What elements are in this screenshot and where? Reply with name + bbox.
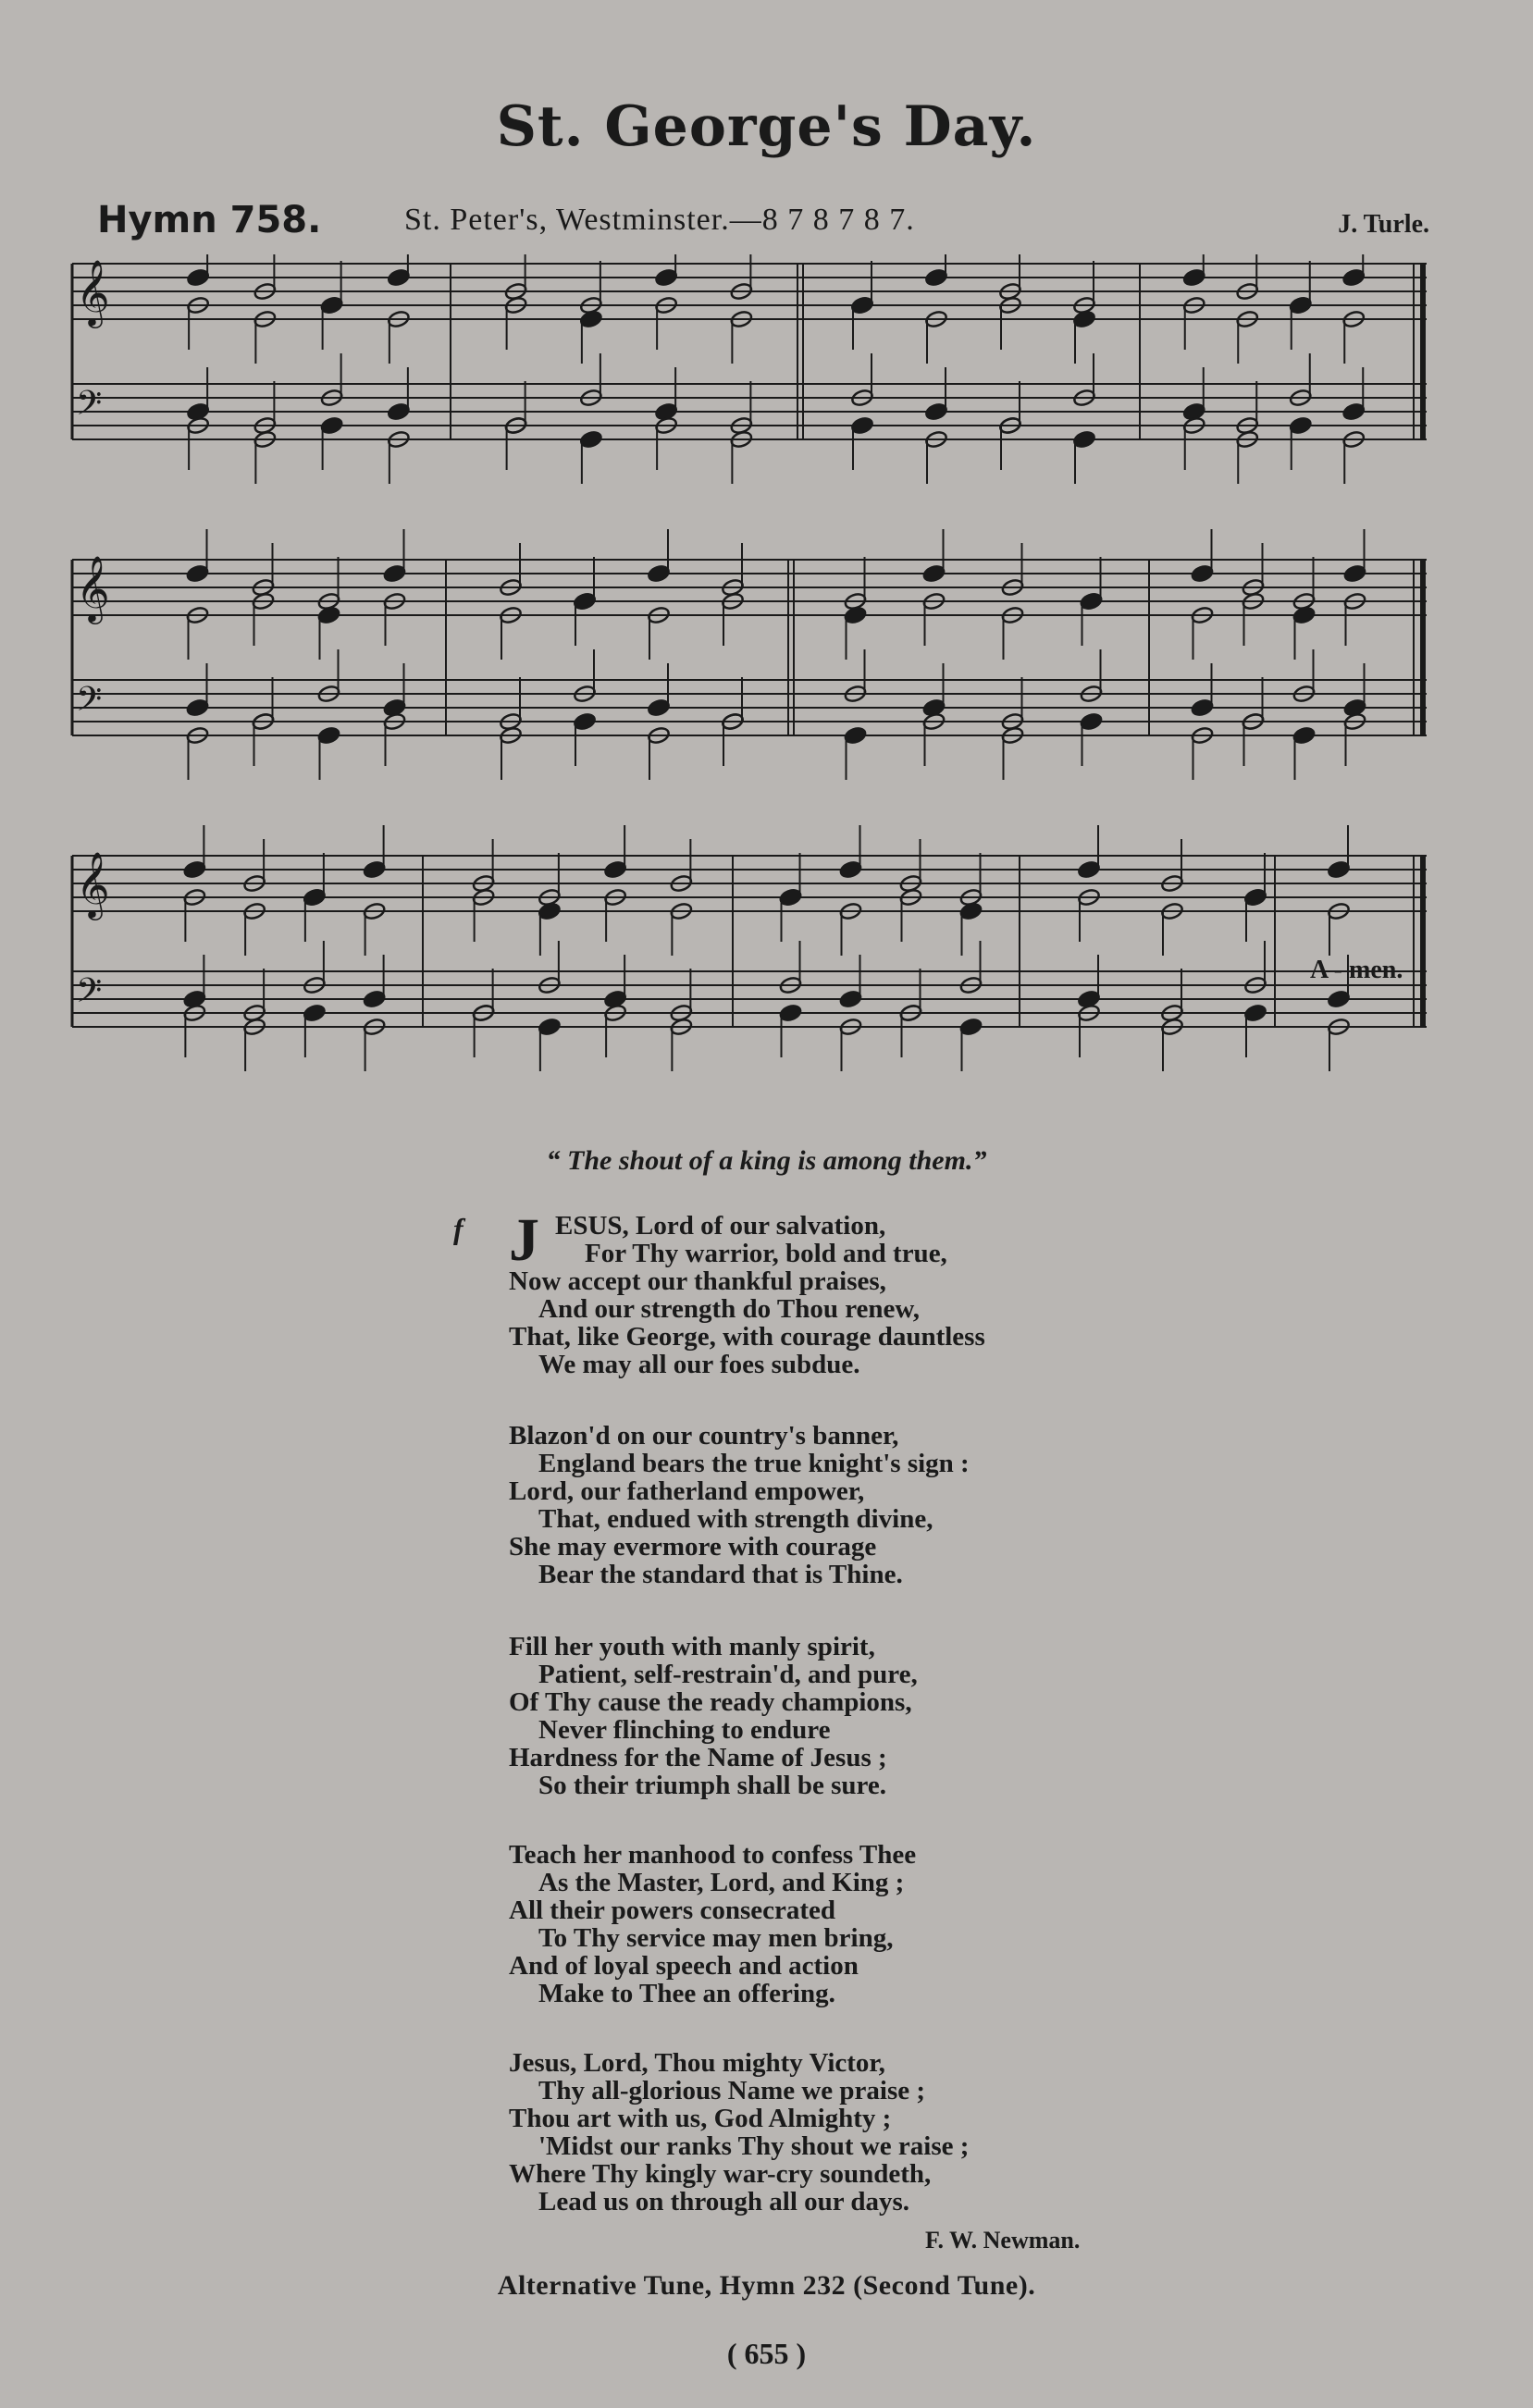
note-head — [850, 296, 873, 315]
composer: J. Turle. — [1338, 210, 1429, 239]
music-score — [67, 254, 1454, 1087]
note-head — [1243, 888, 1267, 908]
note-head — [603, 860, 626, 880]
note-head — [1072, 430, 1095, 450]
note-head — [1191, 698, 1214, 718]
note-head — [647, 698, 670, 718]
note-head — [183, 860, 206, 880]
note-head — [573, 712, 596, 732]
hymn-number: Hymn 758. — [97, 199, 322, 241]
note-head — [1072, 310, 1095, 329]
note-head — [573, 592, 596, 611]
note-head — [579, 310, 602, 329]
verse-line: Fill her youth with manly spirit, — [509, 1632, 875, 1661]
note-head — [1292, 606, 1316, 625]
note-head — [839, 990, 862, 1009]
note-head — [850, 416, 873, 436]
note-head — [924, 402, 947, 422]
note-head — [1182, 268, 1205, 288]
note-head — [186, 564, 209, 584]
note-head — [538, 902, 561, 921]
note-head — [1080, 592, 1103, 611]
note-head — [363, 860, 386, 880]
drop-cap: J — [509, 1206, 539, 1274]
verse-1 — [509, 1206, 1249, 1379]
epigraph: “ The shout of a king is among them.” — [546, 1145, 987, 1176]
note-head — [924, 268, 947, 288]
verse-line: For Thy warrior, bold and true, — [585, 1239, 947, 1268]
verse-5 — [509, 2049, 1249, 2216]
note-head — [779, 888, 802, 908]
note-head — [383, 564, 406, 584]
page-number: ( 655 ) — [726, 2337, 807, 2370]
verse-line: Patient, self-restrain'd, and pure, — [538, 1660, 918, 1689]
note-head — [844, 726, 867, 746]
note-head — [1243, 1004, 1267, 1023]
note-head — [320, 416, 343, 436]
verse-line: Thy all-glorious Name we praise ; — [538, 2076, 926, 2105]
note-head — [1327, 990, 1350, 1009]
verse-line: That, like George, with courage dauntless — [509, 1322, 985, 1352]
verse-line: Never flinching to endure — [538, 1715, 831, 1745]
verse-line: And of loyal speech and action — [509, 1951, 859, 1981]
bass-clef: 𝄢 — [76, 680, 103, 727]
verse-line: Bear the standard that is Thine. — [538, 1560, 903, 1589]
verse-line: Blazon'd on our country's banner, — [509, 1421, 899, 1451]
verse-line: Of Thy cause the ready champions, — [509, 1687, 912, 1717]
verse-line: Now accept our thankful praises, — [509, 1266, 886, 1296]
treble-clef: 𝄞 — [76, 554, 110, 622]
verse-line: Lead us on through all our days. — [538, 2187, 910, 2217]
note-head — [303, 888, 326, 908]
alternative-tune-note: Alternative Tune, Hymn 232 (Second Tune). — [497, 2270, 1036, 2301]
verse-line: Hardness for the Name of Jesus ; — [509, 1743, 887, 1772]
verse-line: That, endued with strength divine, — [538, 1504, 933, 1534]
verse-line: All their powers consecrated — [509, 1896, 836, 1925]
note-head — [1292, 726, 1316, 746]
note-head — [1289, 416, 1312, 436]
note-head — [1191, 564, 1214, 584]
note-head — [387, 268, 410, 288]
verse-line: Teach her manhood to confess Thee — [509, 1840, 917, 1870]
note-head — [1343, 564, 1366, 584]
note-head — [844, 606, 867, 625]
note-head — [959, 902, 983, 921]
note-head — [387, 402, 410, 422]
note-head — [647, 564, 670, 584]
treble-clef: 𝄞 — [76, 258, 110, 326]
note-head — [1342, 268, 1366, 288]
author-credit: F. W. Newman. — [925, 2227, 1081, 2254]
verse-line: Thou art with us, God Almighty ; — [509, 2104, 892, 2133]
note-head — [317, 606, 340, 625]
bass-clef: 𝄢 — [76, 384, 103, 431]
note-head — [654, 268, 677, 288]
verse-line: England bears the true knight's sign : — [538, 1449, 970, 1478]
verse-line: 'Midst our ranks Thy shout we raise ; — [538, 2131, 970, 2161]
verse-3 — [509, 1633, 1249, 1799]
amen-label: A - men. — [1310, 956, 1403, 984]
bass-clef: 𝄢 — [76, 971, 103, 1019]
note-head — [317, 726, 340, 746]
tune-name: St. Peter's, Westminster.—8 7 8 7 8 7. — [404, 203, 915, 237]
note-head — [303, 1004, 326, 1023]
page-title: St. George's Day. — [496, 94, 1037, 159]
verse-line: To Thy service may men bring, — [538, 1923, 894, 1953]
note-head — [186, 268, 209, 288]
note-head — [839, 860, 862, 880]
verse-line: So their triumph shall be sure. — [538, 1771, 886, 1800]
verse-line: She may evermore with courage — [509, 1532, 877, 1562]
hymn-header — [97, 199, 1429, 254]
verse-line: As the Master, Lord, and King ; — [538, 1868, 905, 1897]
verse-line: And our strength do Thou renew, — [538, 1294, 921, 1324]
note-head — [538, 1018, 561, 1037]
dynamic-mark-forte: f — [453, 1212, 464, 1245]
note-head — [1077, 860, 1100, 880]
note-head — [186, 698, 209, 718]
note-head — [320, 296, 343, 315]
verse-4 — [509, 1841, 1249, 2007]
verse-line: Where Thy kingly war-cry soundeth, — [509, 2159, 932, 2189]
note-head — [1080, 712, 1103, 732]
note-head — [922, 564, 946, 584]
verse-line: We may all our foes subdue. — [538, 1350, 860, 1379]
verse-2 — [509, 1422, 1249, 1588]
note-head — [959, 1018, 983, 1037]
treble-clef: 𝄞 — [76, 850, 110, 918]
note-head — [779, 1004, 802, 1023]
verse-line: Make to Thee an offering. — [538, 1979, 835, 2008]
note-head — [579, 430, 602, 450]
note-head — [1327, 860, 1350, 880]
verse-line: Jesus, Lord, Thou mighty Victor, — [509, 2048, 885, 2078]
note-head — [1289, 296, 1312, 315]
verse-line: Lord, our fatherland empower, — [509, 1476, 865, 1506]
note-head — [363, 990, 386, 1009]
note-head — [1342, 402, 1366, 422]
verse-line-text: ESUS, Lord of our salvation, — [555, 1211, 886, 1241]
